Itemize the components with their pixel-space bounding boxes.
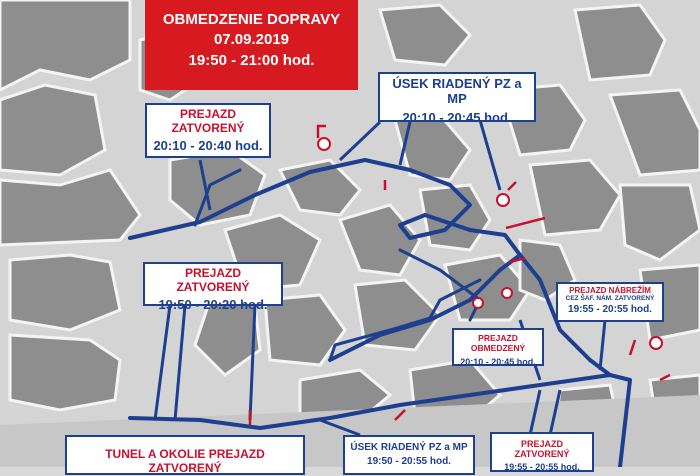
no-entry-icon xyxy=(473,298,483,308)
label-closed-3 xyxy=(490,432,594,472)
headline-title: OBMEDZENIE DOPRAVY xyxy=(162,11,341,28)
label-embankment-title-2: CEZ ŠAF. NÁM. ZATVORENÝ xyxy=(565,295,655,303)
label-restricted-time: 20:10 - 20:45 hod. xyxy=(460,356,536,367)
label-tunnel-title: TUNEL A OKOLIE PREJAZD ZATVORENÝ xyxy=(105,447,265,475)
traffic-restriction-headline xyxy=(145,0,358,90)
label-closed-3-title: PREJAZD ZATVORENÝ xyxy=(514,439,570,460)
label-police-1 xyxy=(378,72,536,125)
label-police-2 xyxy=(343,435,475,475)
headline-date: 07.09.2019 xyxy=(213,31,290,49)
label-closed-2 xyxy=(143,262,283,312)
label-police-1-title: ÚSEK RIADENÝ PZ a MP xyxy=(392,76,522,106)
label-restricted-title: PREJAZD OBMEDZENÝ xyxy=(470,333,526,353)
label-police-2-title: ÚSEK RIADENÝ PZ a MP xyxy=(350,442,468,453)
headline-time: 19:50 - 21:00 hod. xyxy=(188,51,315,69)
label-closed-1 xyxy=(145,103,271,158)
label-police-1-time: 20:10 - 20:45 hod. xyxy=(402,109,512,125)
label-closed-3-time: 19:55 - 20:55 hod. xyxy=(504,461,580,472)
label-closed-2-title: PREJAZD ZATVORENÝ xyxy=(176,266,250,294)
label-police-2-time: 19:50 - 20:55 hod. xyxy=(367,455,451,467)
label-restricted xyxy=(452,328,544,366)
no-entry-icon xyxy=(318,138,330,150)
label-closed-2-time: 19:50 - 20:20 hod. xyxy=(158,296,268,312)
label-embankment-time: 19:55 - 20:55 hod. xyxy=(568,303,652,315)
label-tunnel xyxy=(65,435,305,475)
label-embankment-title: PREJAZD NÁBREŽÍM xyxy=(569,286,651,295)
no-entry-icon xyxy=(497,194,509,206)
label-closed-1-time: 20:10 - 20:40 hod. xyxy=(153,137,263,153)
no-entry-icon xyxy=(502,288,512,298)
no-entry-icon xyxy=(650,337,662,349)
label-closed-1-title: PREJAZD ZATVORENÝ xyxy=(171,107,245,135)
label-embankment xyxy=(556,282,664,322)
